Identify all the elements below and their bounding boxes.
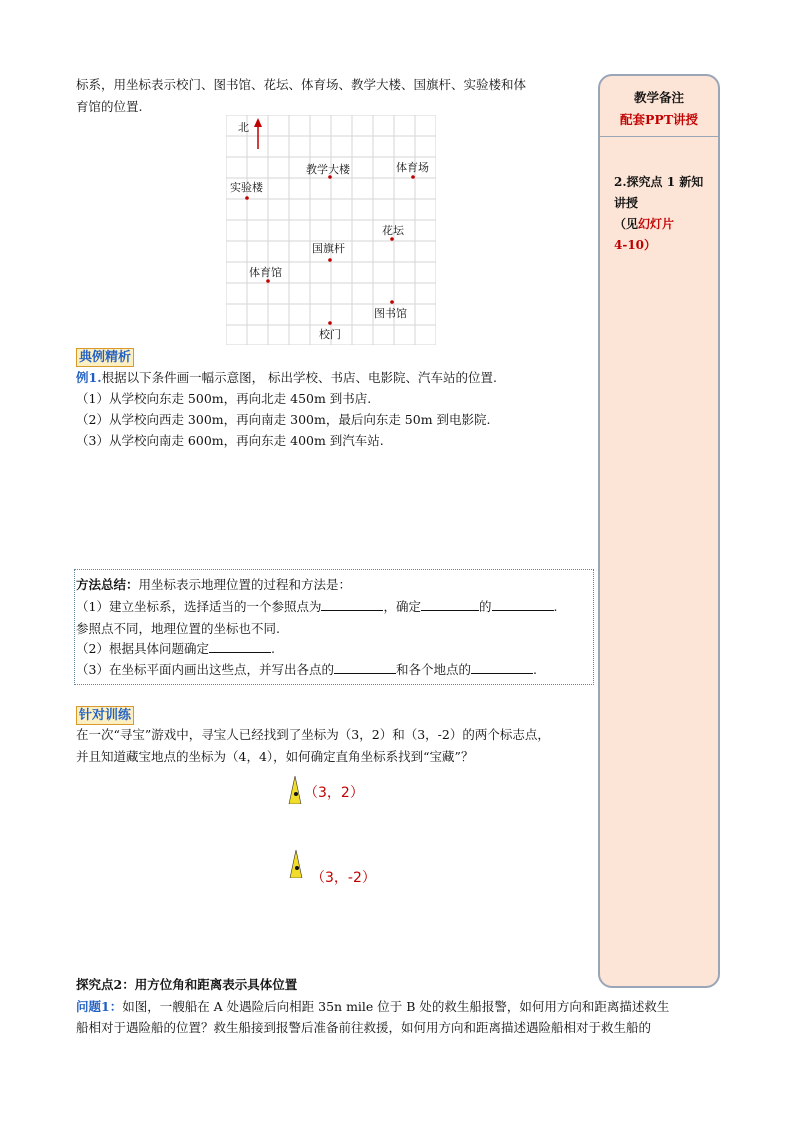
method-line-3-b: .: [270, 641, 275, 656]
example-item-1: （1）从学校向东走 500m，再向北走 450m 到书店.: [76, 391, 372, 406]
question-label: 问题1：: [76, 999, 123, 1014]
label-library: 图书馆: [374, 307, 407, 320]
method-line-4-a: （3）在坐标平面内画出这些点，并写出各点的: [76, 662, 334, 677]
blank-coordinates[interactable]: [334, 659, 396, 674]
method-line-2: 参照点不同，地理位置的坐标也不同.: [76, 621, 280, 636]
label-flagpole: 国旗杆: [312, 242, 345, 255]
example-tag: 典例精析: [76, 348, 134, 367]
method-line-3: [76, 638, 275, 659]
method-line-4-c: .: [532, 662, 537, 677]
example-question: [76, 367, 497, 388]
section2-title: 探究点2：用方位角和距离表示具体位置: [76, 977, 298, 992]
method-intro: 用坐标表示地理位置的过程和方法是：: [138, 577, 352, 592]
point-label-1: （3，2）: [304, 785, 364, 801]
label-gym: 体育馆: [249, 266, 282, 279]
blank-problem[interactable]: [209, 638, 271, 653]
training-line-1: 在一次“寻宝”游戏中，寻宝人已经找到了坐标为（3，2）和（3，-2）的两个标志点，: [76, 727, 550, 742]
example-item-2: （2）从学校向西走 300m，再向南走 300m，最后向东走 50m 到电影院.: [76, 412, 491, 427]
blank-locations[interactable]: [471, 659, 533, 674]
sidebar-note-open: （见: [614, 217, 639, 231]
method-line-4-b: 和各个地点的: [395, 662, 471, 677]
blank-of[interactable]: [492, 596, 554, 611]
method-line-1-c: 的: [478, 599, 492, 614]
training-tag: 针对训练: [76, 706, 134, 725]
label-garden: 花坛: [382, 224, 404, 237]
sidebar-note-range: 4-10）: [614, 238, 657, 252]
flag-icon: [289, 850, 303, 882]
method-line-4: [76, 659, 537, 680]
label-teaching-building: 教学大楼: [306, 163, 350, 176]
method-line-1-b: ，确定: [383, 599, 421, 614]
flag-icon: [288, 776, 302, 808]
method-line-1-a: （1）建立坐标系，选择适当的一个参照点为: [76, 599, 322, 614]
method-title: 方法总结：: [76, 577, 139, 592]
sidebar-note: [614, 172, 710, 256]
label-stadium: 体育场: [396, 161, 429, 174]
intro-line-1: 标系，用坐标表示校门、图书馆、花坛、体育场、教学大楼、国旗杆、实验楼和体: [76, 77, 527, 92]
section2-line-2: 船相对于遇险船的位置？救生船接到报警后准备前往救援，如何用方向和距离描述遇险船相对于救生船的: [76, 1020, 652, 1035]
example-item-3: （3）从学校向南走 600m，再向东走 400m 到汽车站.: [76, 433, 384, 448]
north-label: 北: [238, 121, 249, 134]
method-line-1: [76, 596, 557, 617]
method-line-3-a: （2）根据具体问题确定: [76, 641, 209, 656]
example-question-text: 根据以下条件画一幅示意图， 标出学校、书店、电影院、汽车站的位置.: [101, 370, 498, 385]
sidebar-subtitle: 配套PPT讲授: [619, 112, 699, 127]
section2-line-1-text: 如图，一艘船在 A 处遇险后向相距 35n mile 位于 B 处的救生船报警，如何用方向和距离描述救生: [122, 999, 670, 1014]
blank-determine[interactable]: [421, 596, 479, 611]
example-label: 例1.: [76, 370, 102, 385]
method-title-line: [76, 574, 351, 595]
intro-line-2: 育馆的位置.: [76, 99, 143, 114]
section2-line-1: [76, 996, 669, 1017]
label-lab: 实验楼: [230, 181, 263, 194]
sidebar-title: 教学备注: [633, 90, 684, 105]
sidebar-divider: [600, 136, 718, 137]
label-gate: 校门: [319, 328, 341, 341]
training-line-2: 并且知道藏宝地点的坐标为（4，4），如何确定直角坐标系找到“宝藏”？: [76, 749, 474, 764]
sidebar-note-text: 2.探究点 1 新知讲授: [614, 175, 704, 210]
sidebar-note-slides: 幻灯片: [638, 217, 675, 231]
blank-reference-point[interactable]: [321, 596, 383, 611]
teaching-notes-sidebar: [598, 74, 720, 988]
point-label-2: （3，-2）: [311, 870, 376, 886]
method-line-1-d: .: [553, 599, 558, 614]
campus-map: [226, 115, 436, 345]
